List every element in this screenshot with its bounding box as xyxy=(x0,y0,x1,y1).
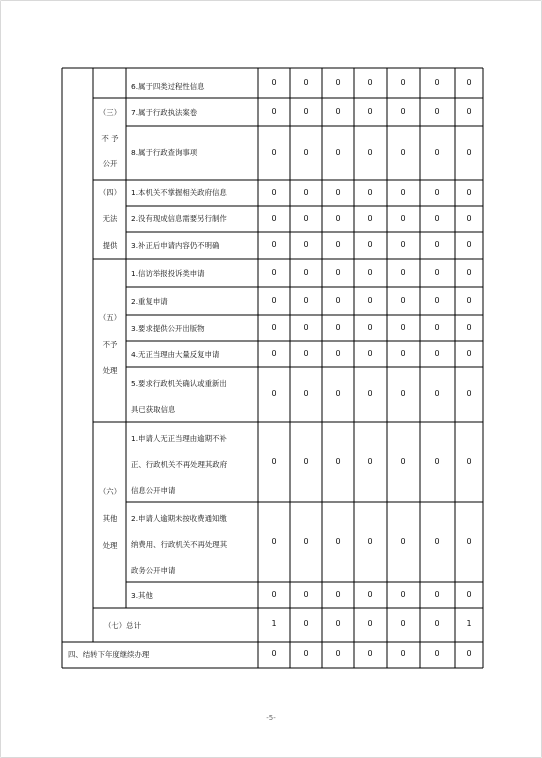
category-label: （五） xyxy=(98,313,122,322)
value-cell: 0 xyxy=(434,268,440,277)
value-cell: 0 xyxy=(271,323,277,332)
value-cell: 0 xyxy=(434,296,440,305)
value-cell: 0 xyxy=(367,296,373,305)
value-cell: 0 xyxy=(303,78,309,87)
value-cell: 0 xyxy=(335,349,341,358)
value-cell: 0 xyxy=(400,389,406,398)
value-cell: 0 xyxy=(335,78,341,87)
value-cell: 0 xyxy=(335,240,341,249)
value-cell: 0 xyxy=(367,590,373,599)
row-label: 4.无正当理由大量反复申请 xyxy=(131,350,220,359)
value-cell: 0 xyxy=(303,148,309,157)
row-label: 8.属于行政查询事项 xyxy=(131,148,198,157)
total-value-cell: 0 xyxy=(303,619,309,628)
value-cell: 0 xyxy=(466,268,472,277)
value-cell: 0 xyxy=(434,389,440,398)
value-cell: 0 xyxy=(466,148,472,157)
value-cell: 0 xyxy=(400,537,406,546)
value-cell: 0 xyxy=(400,590,406,599)
value-cell: 0 xyxy=(303,296,309,305)
value-cell: 0 xyxy=(367,107,373,116)
value-cell: 0 xyxy=(434,537,440,546)
value-cell: 0 xyxy=(303,107,309,116)
carry-value-cell: 0 xyxy=(271,649,277,658)
value-cell: 0 xyxy=(434,590,440,599)
value-cell: 0 xyxy=(271,214,277,223)
value-cell: 0 xyxy=(271,349,277,358)
value-cell: 0 xyxy=(367,323,373,332)
value-cell: 0 xyxy=(466,537,472,546)
value-cell: 0 xyxy=(303,590,309,599)
carry-value-cell: 0 xyxy=(303,649,309,658)
value-cell: 0 xyxy=(367,389,373,398)
value-cell: 0 xyxy=(367,214,373,223)
value-cell: 0 xyxy=(335,590,341,599)
value-cell: 0 xyxy=(271,296,277,305)
value-cell: 0 xyxy=(466,389,472,398)
value-cell: 0 xyxy=(434,78,440,87)
category-label: 不予 xyxy=(102,340,118,349)
value-cell: 0 xyxy=(303,457,309,466)
row-label: 1.信访举报投诉类申请 xyxy=(131,269,205,278)
value-cell: 0 xyxy=(400,214,406,223)
category-label: 不 予 xyxy=(101,134,119,143)
value-cell: 0 xyxy=(271,240,277,249)
value-cell: 0 xyxy=(434,349,440,358)
value-cell: 0 xyxy=(335,537,341,546)
value-cell: 0 xyxy=(434,107,440,116)
row-label: 2.没有现成信息需要另行制作 xyxy=(131,214,227,223)
category-label: 其他 xyxy=(102,514,118,523)
value-cell: 0 xyxy=(271,148,277,157)
value-cell: 0 xyxy=(335,148,341,157)
value-cell: 0 xyxy=(367,78,373,87)
row-label: 6.属于四类过程性信息 xyxy=(131,82,205,91)
row-label-line: 纳费用、行政机关不再处理其 xyxy=(131,540,228,549)
value-cell: 0 xyxy=(400,148,406,157)
row-label: 7.属于行政执法案卷 xyxy=(131,108,198,117)
row-label: 2.重复申请 xyxy=(131,297,168,306)
value-cell: 0 xyxy=(400,188,406,197)
value-cell: 0 xyxy=(466,323,472,332)
row-label-line: 5.要求行政机关确认或重新出 xyxy=(131,379,227,388)
category-label: 公开 xyxy=(102,159,118,168)
value-cell: 0 xyxy=(400,457,406,466)
value-cell: 0 xyxy=(434,188,440,197)
row-label-line: 信息公开申请 xyxy=(131,486,176,495)
value-cell: 0 xyxy=(400,296,406,305)
value-cell: 0 xyxy=(367,240,373,249)
value-cell: 0 xyxy=(271,78,277,87)
value-cell: 0 xyxy=(434,148,440,157)
value-cell: 0 xyxy=(434,457,440,466)
row-label: 3.补正后申请内容仍不明确 xyxy=(131,241,220,250)
total-label: （七）总计 xyxy=(104,621,141,630)
category-label: （六） xyxy=(98,487,122,496)
value-cell: 0 xyxy=(271,107,277,116)
carry-value-cell: 0 xyxy=(466,649,472,658)
carry-value-cell: 0 xyxy=(335,649,341,658)
row-label-line: 2.申请人逾期未按收费通知缴 xyxy=(131,514,227,523)
value-cell: 0 xyxy=(466,240,472,249)
value-cell: 0 xyxy=(303,268,309,277)
value-cell: 0 xyxy=(303,323,309,332)
value-cell: 0 xyxy=(466,296,472,305)
carry-value-cell: 0 xyxy=(367,649,373,658)
value-cell: 0 xyxy=(434,214,440,223)
carry-label: 四、结转下年度继续办理 xyxy=(68,650,150,659)
total-value-cell: 0 xyxy=(434,619,440,628)
value-cell: 0 xyxy=(303,389,309,398)
page-number: -5- xyxy=(266,714,276,722)
value-cell: 0 xyxy=(335,323,341,332)
value-cell: 0 xyxy=(466,78,472,87)
value-cell: 0 xyxy=(466,214,472,223)
row-label: 1.本机关不掌握相关政府信息 xyxy=(131,188,227,197)
value-cell: 0 xyxy=(303,240,309,249)
total-value-cell: 0 xyxy=(400,619,406,628)
category-label: （三） xyxy=(98,108,122,117)
value-cell: 0 xyxy=(434,240,440,249)
total-value-cell: 1 xyxy=(466,619,472,628)
value-cell: 0 xyxy=(303,349,309,358)
value-cell: 0 xyxy=(335,188,341,197)
value-cell: 0 xyxy=(367,148,373,157)
category-label: 提供 xyxy=(102,241,118,250)
value-cell: 0 xyxy=(303,214,309,223)
value-cell: 0 xyxy=(271,537,277,546)
total-value-cell: 1 xyxy=(271,619,277,628)
value-cell: 0 xyxy=(271,457,277,466)
category-label: 无法 xyxy=(102,214,118,223)
value-cell: 0 xyxy=(335,214,341,223)
value-cell: 0 xyxy=(271,389,277,398)
row-label-line: 具已获取信息 xyxy=(131,405,176,414)
value-cell: 0 xyxy=(335,107,341,116)
value-cell: 0 xyxy=(466,349,472,358)
value-cell: 0 xyxy=(367,349,373,358)
value-cell: 0 xyxy=(303,188,309,197)
value-cell: 0 xyxy=(335,457,341,466)
value-cell: 0 xyxy=(434,323,440,332)
value-cell: 0 xyxy=(466,590,472,599)
row-label: 3.要求提供公开出版物 xyxy=(131,324,205,333)
value-cell: 0 xyxy=(400,240,406,249)
total-value-cell: 0 xyxy=(367,619,373,628)
value-cell: 0 xyxy=(367,457,373,466)
value-cell: 0 xyxy=(367,268,373,277)
row-label-line: 政务公开申请 xyxy=(131,566,176,575)
value-cell: 0 xyxy=(303,537,309,546)
value-cell: 0 xyxy=(271,188,277,197)
value-cell: 0 xyxy=(466,107,472,116)
value-cell: 0 xyxy=(335,389,341,398)
category-label: 处理 xyxy=(102,366,118,375)
total-value-cell: 0 xyxy=(335,619,341,628)
value-cell: 0 xyxy=(400,268,406,277)
row-label-line: 1.申请人无正当理由逾期不补 xyxy=(131,434,227,443)
value-cell: 0 xyxy=(400,78,406,87)
category-label: （四） xyxy=(98,188,122,197)
value-cell: 0 xyxy=(466,188,472,197)
value-cell: 0 xyxy=(400,349,406,358)
value-cell: 0 xyxy=(367,188,373,197)
row-label-line: 正、行政机关不再处理其政府 xyxy=(131,460,228,469)
value-cell: 0 xyxy=(400,107,406,116)
value-cell: 0 xyxy=(400,323,406,332)
value-cell: 0 xyxy=(335,268,341,277)
category-label: 处理 xyxy=(102,541,118,550)
value-cell: 0 xyxy=(335,296,341,305)
value-cell: 0 xyxy=(367,537,373,546)
value-cell: 0 xyxy=(466,457,472,466)
value-cell: 0 xyxy=(271,590,277,599)
carry-value-cell: 0 xyxy=(400,649,406,658)
carry-value-cell: 0 xyxy=(434,649,440,658)
value-cell: 0 xyxy=(271,268,277,277)
row-label: 3.其他 xyxy=(131,591,153,600)
